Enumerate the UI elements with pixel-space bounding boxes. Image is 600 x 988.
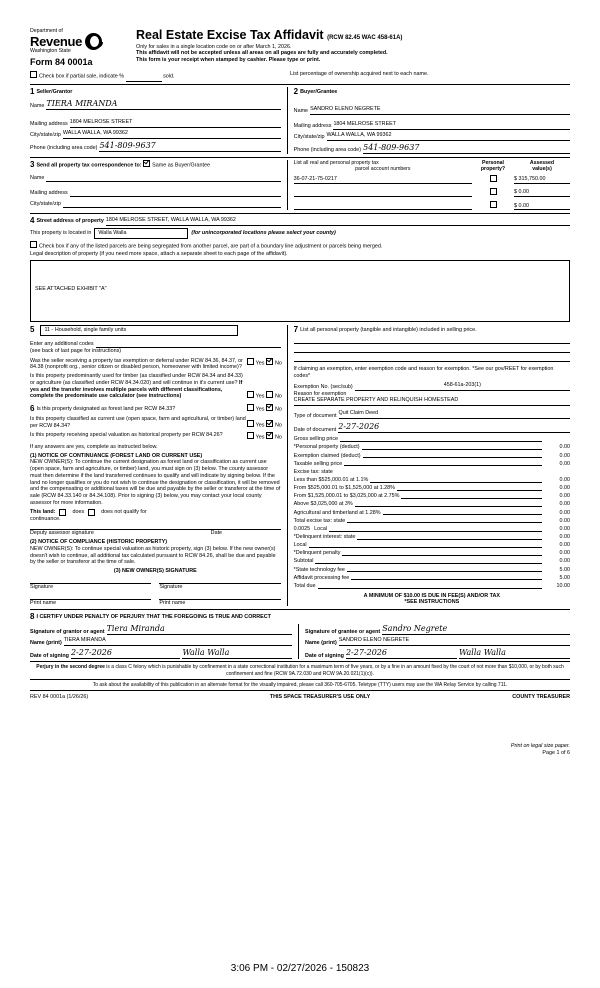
fee-label: From $1,525,000.01 to $3,025,000 at 2.75%: [293, 493, 400, 500]
buyer-citystate-value[interactable]: WALLA WALLA, WA 99362: [327, 132, 570, 141]
grantee-name-value[interactable]: SANDRO ELENO NEGRETE: [339, 637, 570, 646]
buyer-name-label: Name: [293, 107, 309, 114]
personal-property-checkbox-0[interactable]: [490, 175, 497, 182]
s6q3-no-checkbox[interactable]: [266, 432, 273, 439]
section4-label: Street address of property: [36, 218, 104, 225]
fee-value[interactable]: 0.00: [559, 550, 570, 557]
pct-ownership-note: List percentage of ownership acquired next to each name.: [290, 71, 429, 78]
perjury-bold: Perjury in the second degree: [36, 664, 105, 671]
q2-no-checkbox[interactable]: [266, 391, 273, 398]
fee-label: Total excise tax: state: [293, 517, 346, 524]
certification-section: [30, 612, 570, 659]
deputy-assessor-signature-label[interactable]: Deputy assessor signature: [30, 529, 211, 537]
buyer-name-value[interactable]: SANDRO ELENO NEGRETE: [310, 106, 570, 115]
fee-row: [294, 575, 570, 582]
county-note: (for unincorporated locations please select your county): [191, 230, 336, 237]
fee-row: [294, 493, 570, 500]
fee-row: [294, 558, 570, 565]
fee-row: [294, 453, 570, 460]
corr-name-label: Name: [30, 175, 45, 182]
section3-heading: Send all property tax correspondence to:: [36, 162, 142, 168]
fee-value[interactable]: 0.00: [559, 517, 570, 524]
fee-row: [294, 510, 570, 517]
continuance-heading: (1) NOTICE OF CONTINUANCE (FOREST LAND OR CURRENT USE): [30, 452, 203, 459]
seller-section: [30, 87, 287, 154]
additional-codes-value[interactable]: [96, 339, 281, 348]
land-use-code-select[interactable]: 11 - Household, single family units: [40, 325, 238, 336]
new-owner-print-1-label[interactable]: Print name: [30, 599, 151, 607]
parcel-row: [294, 188, 570, 197]
fee-value[interactable]: 0.00: [559, 509, 570, 516]
property-address-section: [30, 216, 570, 322]
exemption-reason-label: Reason for exemption: [293, 390, 347, 397]
partial-sale-checkbox[interactable]: [30, 71, 37, 78]
fee-row: [294, 534, 570, 541]
seller-exemption-question: Was the seller receiving a property tax exemption or deferral under RCW 84.36, 84.37, or 84.38 (nonprofit org., senior citizen or disabled person, homeowner with limited income)?: [30, 357, 243, 371]
legal-description-value: SEE ATTACHED EXHIBIT "A": [35, 286, 107, 292]
doc-type-value[interactable]: Quit Claim Deed: [339, 410, 570, 419]
seller-name-value[interactable]: TIERA MIRANDA: [46, 99, 280, 110]
s6q3-no-label: No: [274, 434, 282, 440]
fee-label: Local: [314, 525, 328, 532]
q2-yes-checkbox[interactable]: [247, 391, 254, 398]
land-does-not-checkbox[interactable]: [88, 509, 95, 516]
parcel-heading-1: List all real and personal property tax: [293, 159, 379, 166]
property-address-value[interactable]: 1804 MELROSE STREET, WALLA WALLA, WA 99362: [106, 217, 570, 226]
header-line-1: Only for sales in a single location code on or after March 1, 2026.: [136, 43, 292, 50]
section6-number: 6: [30, 404, 35, 413]
minimum-due-note: A MINIMUM OF $10.00 IS DUE IN FEE(S) AND/OR TAX: [363, 592, 501, 599]
section3-number: 3: [30, 160, 35, 169]
parcel-number-0[interactable]: 36-07-21-75-0217: [294, 176, 472, 184]
fee-label: Exemption claimed (deduct): [293, 452, 361, 459]
parcel-section: [287, 160, 570, 211]
grantee-signature-value[interactable]: Sandro Negrete: [382, 624, 570, 635]
fee-value[interactable]: 0.00: [559, 525, 570, 532]
page-title-text: Real Estate Excise Tax Affidavit: [136, 28, 324, 42]
forest-land-question: Is this property designated as forest land per RCW 84.33?: [36, 406, 176, 412]
buyer-citystate-label: City/state/zip: [293, 133, 325, 140]
fee-label: *Delinquent interest: state: [293, 533, 356, 540]
section8-number: 8: [30, 612, 35, 622]
q1-no-label: No: [274, 360, 282, 366]
s6q2-no-label: No: [274, 422, 282, 429]
personal-property-checkbox-1[interactable]: [490, 188, 497, 195]
q1-yes-label: Yes: [255, 360, 265, 366]
timber-ag-question: Is this property predominantly used for timber (as classified under RCW 84.34 and 84.33) or agriculture (as classified under RCW 84.34.020) and will continue in it's current use?: [30, 373, 243, 386]
assessed-value-2[interactable]: $ 0.00: [514, 203, 570, 211]
s6q3-yes-checkbox[interactable]: [247, 432, 254, 439]
s6q2-yes-checkbox[interactable]: [247, 420, 254, 427]
historic-question: Is this property receiving special valuation as historical property per RCW 84.26?: [30, 431, 223, 438]
exemption-reason-value[interactable]: CREATE SEPARATE PROPERTY AND RELINQUISH HOMESTEAD: [294, 397, 570, 406]
fee-label: Total due: [293, 582, 316, 589]
fee-row: [294, 542, 570, 549]
doc-type-label: Type of document: [293, 412, 337, 419]
seller-number: 1: [30, 86, 35, 96]
parcel-number-2[interactable]: [294, 209, 472, 210]
legal-description-label: Legal description of property (if you need more space, attach a separate sheet to each page of the affidavit).: [30, 251, 288, 258]
partial-sold-label: sold.: [163, 73, 175, 80]
exemption-code-label: Exemption No. (sec/sub): [293, 383, 353, 390]
s6q1-yes-label: Yes: [255, 406, 265, 413]
seller-mailing-value[interactable]: 1804 MELROSE STREET: [70, 119, 281, 128]
fee-label: *Delinquent penalty: [293, 550, 341, 557]
fee-row: [294, 485, 570, 492]
revenue-swoosh-icon: [85, 33, 102, 50]
continuance-word: continuance.: [30, 515, 61, 522]
s6q1-no-label: No: [274, 406, 282, 413]
fee-row: [294, 469, 570, 476]
grantee-place-value[interactable]: Walla Walla: [459, 648, 570, 659]
legal-size-note: Print on legal size paper.: [510, 742, 570, 749]
agency-logo: [30, 28, 126, 68]
form-number: Form 84 0001a: [30, 57, 93, 67]
fee-label: Gross selling price: [293, 436, 339, 443]
s6q2-no-checkbox[interactable]: [266, 420, 273, 427]
state-label: Washington State: [30, 47, 71, 54]
buyer-number: 2: [293, 86, 299, 96]
perjury-text: is a class C felony which is punishable by confinement in a state correctional institution for a maximum term of five years, or by a fine in an amount fixed by the court of not more than $10,000, or by both such confinement and fine (RCW 9A.72.030 and RCW 9A.20.021(1)(c)).: [106, 664, 564, 677]
fee-label: Subtotal: [293, 558, 314, 565]
fee-row: [294, 550, 570, 557]
timestamp-overlay: 3:06 PM - 02/27/2026 - 150823: [230, 963, 370, 974]
parcel-row: [294, 201, 570, 210]
doc-date-label: Date of document: [293, 426, 337, 433]
s6q2-yes-label: Yes: [255, 422, 265, 429]
seller-phone-value[interactable]: 541-809-9637: [99, 141, 280, 152]
page-title: [136, 28, 570, 44]
new-owner-signature-heading: (3) NEW OWNER(S) SIGNATURE: [113, 568, 197, 574]
fee-row: [294, 477, 570, 484]
assessed-value-0[interactable]: $ 315,750.00: [514, 176, 570, 184]
perjury-note: [30, 664, 570, 677]
grantor-date-label: Date of signing: [30, 652, 69, 659]
buyer-mailing-label: Mailing address: [293, 122, 332, 129]
grantor-signature-value[interactable]: Tiera Miranda: [107, 624, 292, 635]
personal-heading-2: property?: [480, 166, 506, 172]
fee-value[interactable]: 0.00: [559, 533, 570, 540]
fee-label: From $525,000.01 to $1,525,000 at 1.28%: [293, 485, 395, 492]
section7-number: 7: [293, 325, 299, 334]
q1-no-checkbox[interactable]: [266, 358, 273, 365]
same-as-buyer-checkbox[interactable]: [143, 160, 150, 167]
fee-label: Local: [293, 542, 307, 549]
form-header: [30, 28, 570, 68]
section7-heading: List all personal property (tangible and intangible) included in selling price.: [300, 327, 477, 333]
new-owner-signature-1-label[interactable]: Signature: [30, 583, 151, 591]
parcel-number-1[interactable]: [294, 196, 472, 197]
deputy-date-label[interactable]: Date: [211, 529, 281, 537]
fee-value[interactable]: 0.00: [559, 485, 570, 492]
this-land-label: This land:: [30, 508, 56, 515]
dept-label: Department of: [30, 28, 63, 34]
tax-calculation-section: [287, 325, 570, 606]
same-as-buyer-label: Same as Buyer/Grantee: [152, 162, 210, 168]
fee-value[interactable]: 0.00: [559, 460, 570, 467]
corr-mailing-label: Mailing address: [30, 190, 68, 197]
fee-row: [294, 567, 570, 574]
compliance-body: NEW OWNER(S): To continue special valuation as historic property, sign (3) below. If the new owner(s) doesn't wish to continue, all additional tax calculated pursuant to RCW 84.26, shall be due and payable by the seller or transferor at the time of sale.: [30, 545, 276, 566]
buyer-mailing-value[interactable]: 1804 MELROSE STREET: [333, 121, 570, 130]
treasurer-use-label: THIS SPACE TREASURER'S USE ONLY: [269, 694, 371, 700]
land-does-label: does: [72, 508, 85, 515]
personal-heading-1: Personal: [482, 159, 504, 166]
correspondence-section: [30, 160, 287, 211]
grantor-name-value[interactable]: TIERA MIRANDA: [64, 637, 292, 646]
corr-citystate-label: City/state/zip: [30, 201, 61, 208]
fee-row: [294, 444, 570, 451]
segregated-label: Check box if any of the listed parcels are being segregated from another parcel, are part of a boundary line adjustment or parcels being merged.: [39, 243, 383, 250]
new-owner-signature-2-label[interactable]: Signature: [159, 583, 280, 591]
see-back-note: (see back of last page for instructions): [30, 347, 122, 354]
located-in-label: This property is located in: [30, 230, 92, 237]
fee-value[interactable]: 0.00: [559, 452, 570, 459]
fee-value[interactable]: 0.00: [559, 444, 570, 451]
buyer-phone-value[interactable]: 541-809-9637: [363, 143, 570, 154]
additional-codes-label: Enter any additional codes: [30, 341, 94, 347]
buyer-section: [287, 87, 570, 154]
rev-number: REV 84 0001a (1/26/26): [30, 694, 89, 700]
exemption-code-value[interactable]: 458-61a-203(1): [355, 382, 570, 391]
grantee-date-value[interactable]: 2-27-2026: [346, 648, 457, 659]
fee-row: [294, 518, 570, 525]
land-does-checkbox[interactable]: [59, 509, 66, 516]
fee-label: Excise tax: state: [293, 468, 333, 475]
header-line-2: This affidavit will not be accepted unless all areas on all pages are fully and accurately completed.: [136, 50, 388, 57]
fee-row: [294, 526, 570, 533]
land-does-not-label: does not qualify for: [101, 508, 147, 515]
page-number: Page 1 of 6: [542, 749, 570, 756]
county-select[interactable]: Walla Walla: [94, 228, 188, 239]
fee-row: [294, 583, 570, 590]
parcel-heading-2: parcel account numbers: [355, 166, 411, 172]
section5-number: 5: [30, 325, 35, 335]
fee-label: Above $3,025,000 at 3%: [293, 501, 353, 508]
affidavit-sheet: [30, 28, 570, 928]
fee-label: Affidavit processing fee: [293, 574, 350, 581]
see-instructions-note: *SEE INSTRUCTIONS: [404, 599, 460, 606]
q2-no-label: No: [274, 393, 282, 400]
fee-value[interactable]: 0.00: [559, 558, 570, 565]
new-owner-print-2-label[interactable]: Print name: [159, 599, 280, 607]
grantor-name-label: Name (print): [30, 639, 62, 646]
corr-mailing-value[interactable]: [70, 188, 281, 197]
doc-date-value[interactable]: 2-27-2026: [338, 422, 570, 433]
certification-heading: I CERTIFY UNDER PENALTY OF PERJURY THAT THE FOREGOING IS TRUE AND CORRECT: [36, 614, 271, 621]
buyer-phone-label: Phone (including area code): [293, 146, 362, 153]
fee-label: *Personal property (deduct): [293, 444, 360, 451]
assessed-heading-1: Assessed: [529, 159, 555, 166]
local-rate: 0.0025: [293, 525, 311, 532]
q2-yes-label: Yes: [255, 393, 265, 400]
s6q1-yes-checkbox[interactable]: [247, 404, 254, 411]
personal-property-checkbox-2[interactable]: [490, 201, 497, 208]
seller-citystate-value[interactable]: WALLA WALLA, WA 99362: [63, 130, 281, 139]
page-title-cite: (RCW 82.45 WAC 458-61A): [327, 35, 403, 41]
county-treasurer-label: COUNTY TREASURER: [512, 694, 570, 700]
s6q1-no-checkbox[interactable]: [266, 404, 273, 411]
if-any-yes-note: If any answers are yes, complete as instructed below.: [30, 443, 158, 450]
grantor-signature-label: Signature of grantor or agent: [30, 628, 105, 635]
fee-value[interactable]: 0.00: [559, 501, 570, 508]
continuance-body: NEW OWNER(S): To continue the current designation as forest land or classification as current use (open space, farm and agriculture, or timber) land, you must sign on (3) below. The county assessor must then determine if the land transferred continues to qualify and will indicate by signing below. If the land no longer qualifies or you do not wish to continue the designation or classification, it will be removed and the compensating or additional taxes will be due and payable by the seller or transferor at the time of sale (RCW 84.33.140 or 84.34.108). Prior to signing (3) below, you may contact your local county assessor for more information.: [30, 459, 281, 506]
seller-citystate-label: City/state/zip: [30, 131, 61, 138]
fee-label: Taxable selling price: [293, 460, 343, 467]
fee-value[interactable]: 0.00: [559, 493, 570, 500]
assessed-value-1[interactable]: $ 0.00: [514, 189, 570, 197]
q1-yes-checkbox[interactable]: [247, 358, 254, 365]
grantor-place-value[interactable]: Walla Walla: [182, 648, 292, 659]
fee-label: *State technology fee: [293, 566, 345, 573]
compliance-heading: (2) NOTICE OF COMPLIANCE (HISTORIC PROPERTY): [30, 539, 168, 545]
fee-label: Agricultural and timberland at 1.28%: [293, 509, 381, 516]
seller-name-label: Name: [30, 102, 45, 109]
fee-label: Less than $525,000.01 at 1.1%: [293, 476, 369, 483]
timber-ag-bold-note: If yes and the transfer involves multiple parcels with different classifications, complete the predominate use calculator (see instructions): [30, 379, 243, 400]
fee-table: [294, 436, 570, 589]
corr-name-value[interactable]: [46, 173, 280, 182]
partial-sale-label: Check box if partial sale, indicate %: [39, 73, 125, 80]
seller-phone-label: Phone (including area code): [30, 144, 98, 151]
revenue-label: Revenue: [30, 33, 83, 49]
fee-row: [294, 501, 570, 508]
parcel-row: [294, 175, 570, 184]
s6q3-yes-label: Yes: [255, 434, 265, 440]
fee-value[interactable]: 0.00: [559, 542, 570, 549]
grantee-signature-label: Signature of grantee or agent: [305, 628, 381, 635]
corr-citystate-value[interactable]: [63, 199, 281, 208]
grantee-name-label: Name (print): [305, 639, 337, 646]
use-code-section: [30, 325, 287, 606]
fee-value[interactable]: 5.00: [559, 566, 570, 573]
ada-note: To ask about the availability of this publication in an alternate format for the visually impaired, please call 360-705-6705. Teletype (TTY) users may use the WA Relay Service by calling 711.: [92, 681, 508, 688]
fee-value[interactable]: 10.00: [556, 582, 570, 589]
legal-description-box[interactable]: [30, 260, 570, 322]
segregated-checkbox[interactable]: [30, 241, 37, 248]
header-line-3: This form is your receipt when stamped by cashier. Please type or print.: [136, 57, 321, 64]
grantee-date-label: Date of signing: [305, 652, 344, 659]
fee-value[interactable]: 0.00: [559, 476, 570, 483]
current-use-question: Is this property classified as current use (open space, farm and agricultural, or timber) land per RCW 84.34?: [30, 416, 246, 429]
exemption-note: If claiming an exemption, enter exemption code and reason for exemption. *See our gov/REET for exemption codes*: [293, 366, 554, 379]
grantor-date-value[interactable]: 2-27-2026: [71, 648, 181, 659]
seller-mailing-label: Mailing address: [30, 120, 68, 127]
fee-value[interactable]: 5.00: [559, 574, 570, 581]
buyer-heading: Buyer/Grantee: [300, 88, 338, 95]
section4-number: 4: [30, 216, 35, 226]
seller-heading: Seller/Grantor: [36, 88, 73, 95]
assessed-heading-2: value(s): [532, 166, 552, 172]
fee-row: [294, 436, 570, 443]
fee-row: [294, 461, 570, 468]
